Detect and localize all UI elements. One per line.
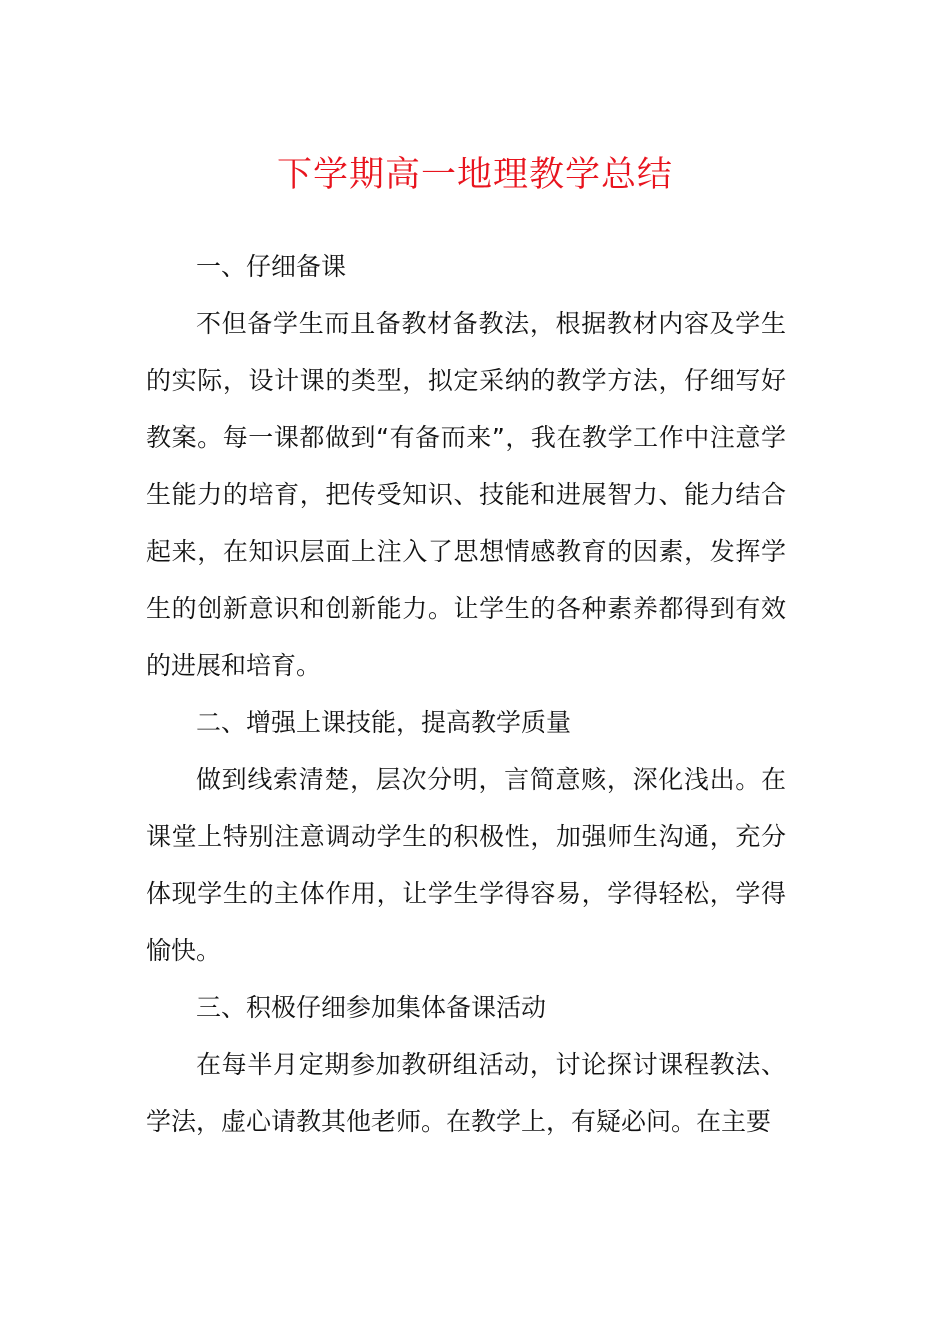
section-heading-3: 三、积极仔细参加集体备课活动	[196, 993, 547, 1022]
document-body	[146, 238, 786, 1150]
paragraph-3: 在每半月定期参加教研组活动，讨论探讨课程教法、学法，虚心请教其他老师。在教学上，有疑必问。在主要	[146, 1050, 786, 1136]
section-heading-2: 二、增强上课技能，提高教学质量	[196, 708, 572, 737]
paragraph-2: 做到线索清楚，层次分明，言简意赅，深化浅出。在课堂上特别注意调动学生的积极性，加强师生沟通，充分体现学生的主体作用，让学生学得容易，学得轻松，学得愉快。	[146, 765, 786, 965]
document-title: 下学期高一地理教学总结	[276, 155, 673, 195]
section-heading-1: 一、仔细备课	[196, 252, 347, 281]
paragraph-1: 不但备学生而且备教材备教法，根据教材内容及学生的实际，设计课的类型，拟定采纳的教学方法，仔细写好教案。每一课都做到“有备而来”，我在教学工作中注意学生能力的培育，把传受知识、技能和进展智力、能力结合起来，在知识层面上注入了思想情感教育的因素，发挥学生的创新意识和创新能力。让学生的各种素养都得到有效的进展和培育。	[146, 309, 786, 680]
